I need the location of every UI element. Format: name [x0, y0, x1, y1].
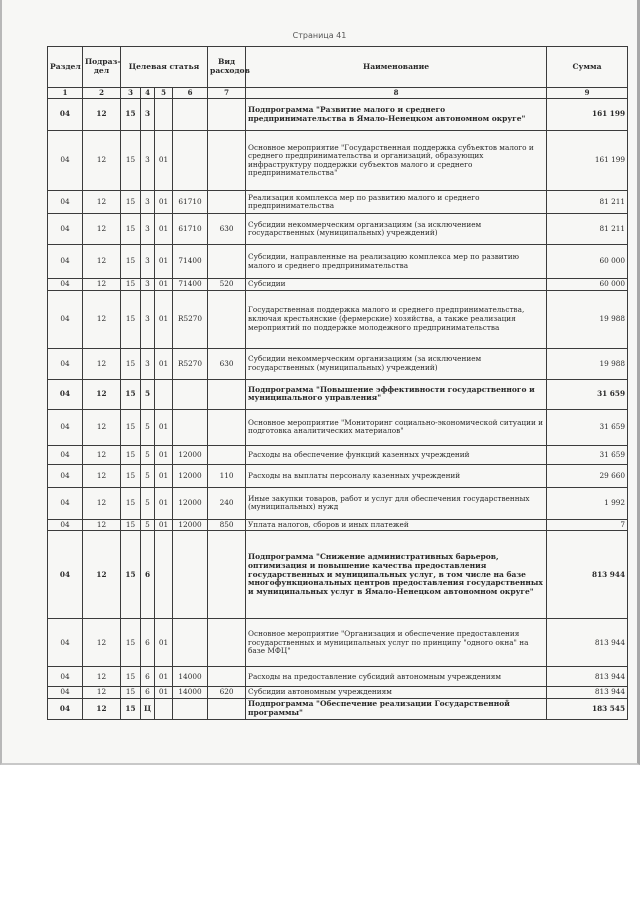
table-header — [48, 47, 628, 99]
cell-vid-rashodov: 240 — [208, 487, 246, 519]
cell-razdel: 04 — [48, 245, 83, 279]
cell-vid-rashodov: 850 — [208, 519, 246, 531]
cell-target-direction: 61710 — [173, 191, 208, 214]
cell-target-direction — [173, 131, 208, 191]
cell-razdel: 04 — [48, 687, 83, 699]
cell-vid-rashodov: 630 — [208, 214, 246, 245]
cell-target-direction: 71400 — [173, 279, 208, 291]
cell-target-event: 01 — [155, 464, 173, 487]
cell-podrazdel: 12 — [83, 191, 121, 214]
table-row — [48, 464, 628, 487]
cell-target-direction — [173, 699, 208, 720]
cell-target-event — [155, 379, 173, 409]
header-naimenovanie: Наименование — [246, 47, 547, 88]
cell-razdel: 04 — [48, 445, 83, 464]
col-number: 6 — [173, 88, 208, 99]
table-row — [48, 279, 628, 291]
cell-summa: 19 988 — [547, 290, 628, 348]
cell-summa: 813 944 — [547, 667, 628, 687]
cell-summa: 183 545 — [547, 699, 628, 720]
header-row — [48, 47, 628, 88]
cell-summa: 29 660 — [547, 464, 628, 487]
table-row — [48, 445, 628, 464]
cell-target-event — [155, 699, 173, 720]
cell-target-program: 15 — [121, 445, 141, 464]
cell-target-event: 01 — [155, 348, 173, 379]
cell-target-direction: R5270 — [173, 290, 208, 348]
header-summa: Сумма — [547, 47, 628, 88]
cell-summa: 31 659 — [547, 409, 628, 445]
cell-naimenovanie: Подпрограмма "Снижение административных барьеров, оптимизация и повышение качества предоставления государственных и муниципальных услуг, в том числе на базе многофункциональных центров предоставления государственных и муниципальных услуг в Ямало-Ненецком автономном округе" — [246, 531, 547, 619]
cell-naimenovanie: Субсидии некоммерческим организациям (за исключением государственных (муниципальных) учреждений) — [246, 214, 547, 245]
table-row — [48, 519, 628, 531]
cell-target-event: 01 — [155, 487, 173, 519]
cell-target-subprogram: 3 — [141, 131, 155, 191]
cell-target-subprogram: Ц — [141, 699, 155, 720]
col-number: 3 — [121, 88, 141, 99]
cell-target-event: 01 — [155, 131, 173, 191]
cell-target-direction: 12000 — [173, 445, 208, 464]
table-row — [48, 619, 628, 667]
table-row — [48, 131, 628, 191]
col-number: 7 — [208, 88, 246, 99]
table-row — [48, 699, 628, 720]
cell-vid-rashodov — [208, 445, 246, 464]
cell-vid-rashodov — [208, 409, 246, 445]
cell-vid-rashodov — [208, 531, 246, 619]
cell-podrazdel: 12 — [83, 464, 121, 487]
cell-target-direction: 61710 — [173, 214, 208, 245]
col-number: 2 — [83, 88, 121, 99]
cell-podrazdel: 12 — [83, 245, 121, 279]
column-number-row — [48, 88, 628, 99]
cell-podrazdel: 12 — [83, 131, 121, 191]
cell-summa: 161 199 — [547, 131, 628, 191]
cell-target-program: 15 — [121, 348, 141, 379]
cell-naimenovanie: Субсидии — [246, 279, 547, 291]
cell-naimenovanie: Подпрограмма "Обеспечение реализации Государственной программы" — [246, 699, 547, 720]
cell-razdel: 04 — [48, 464, 83, 487]
col-number: 9 — [547, 88, 628, 99]
cell-vid-rashodov: 620 — [208, 687, 246, 699]
cell-summa: 60 000 — [547, 279, 628, 291]
cell-podrazdel: 12 — [83, 699, 121, 720]
cell-target-subprogram: 6 — [141, 687, 155, 699]
cell-naimenovanie: Иные закупки товаров, работ и услуг для обеспечения государственных (муниципальных) нужд — [246, 487, 547, 519]
cell-target-program: 15 — [121, 687, 141, 699]
cell-naimenovanie: Расходы на предоставление субсидий автономным учреждениям — [246, 667, 547, 687]
cell-target-subprogram: 3 — [141, 245, 155, 279]
cell-target-subprogram: 5 — [141, 409, 155, 445]
cell-vid-rashodov: 110 — [208, 464, 246, 487]
col-number: 4 — [141, 88, 155, 99]
cell-summa: 60 000 — [547, 245, 628, 279]
cell-target-subprogram: 5 — [141, 487, 155, 519]
cell-summa: 31 659 — [547, 445, 628, 464]
cell-naimenovanie: Расходы на выплаты персоналу казенных учреждений — [246, 464, 547, 487]
table-row — [48, 379, 628, 409]
cell-vid-rashodov: 520 — [208, 279, 246, 291]
cell-naimenovanie: Подпрограмма "Развитие малого и среднего предпринимательства в Ямало-Ненецком автономном округе" — [246, 99, 547, 131]
cell-summa: 813 944 — [547, 531, 628, 619]
cell-podrazdel: 12 — [83, 290, 121, 348]
cell-target-subprogram: 6 — [141, 667, 155, 687]
cell-vid-rashodov — [208, 699, 246, 720]
cell-razdel: 04 — [48, 409, 83, 445]
cell-target-event: 01 — [155, 245, 173, 279]
cell-target-direction: 12000 — [173, 464, 208, 487]
cell-summa: 7 — [547, 519, 628, 531]
header-podrazdel: Подраз-дел — [83, 47, 121, 88]
cell-target-program: 15 — [121, 619, 141, 667]
cell-summa: 31 659 — [547, 379, 628, 409]
cell-podrazdel: 12 — [83, 487, 121, 519]
cell-target-event: 01 — [155, 519, 173, 531]
cell-summa: 813 944 — [547, 687, 628, 699]
cell-target-event: 01 — [155, 191, 173, 214]
cell-target-program: 15 — [121, 379, 141, 409]
cell-razdel: 04 — [48, 519, 83, 531]
table-row — [48, 348, 628, 379]
cell-razdel: 04 — [48, 619, 83, 667]
cell-podrazdel: 12 — [83, 445, 121, 464]
cell-target-direction: 14000 — [173, 687, 208, 699]
cell-target-subprogram: 3 — [141, 214, 155, 245]
cell-vid-rashodov — [208, 99, 246, 131]
cell-target-subprogram: 3 — [141, 279, 155, 291]
cell-naimenovanie: Уплата налогов, сборов и иных платежей — [246, 519, 547, 531]
cell-target-event — [155, 99, 173, 131]
cell-target-program: 15 — [121, 290, 141, 348]
cell-target-subprogram: 3 — [141, 191, 155, 214]
cell-target-program: 15 — [121, 245, 141, 279]
cell-podrazdel: 12 — [83, 531, 121, 619]
table-row — [48, 290, 628, 348]
cell-target-subprogram: 3 — [141, 348, 155, 379]
cell-naimenovanie: Реализация комплекса мер по развитию малого и среднего предпринимательства — [246, 191, 547, 214]
cell-target-direction — [173, 619, 208, 667]
cell-target-program: 15 — [121, 487, 141, 519]
cell-target-subprogram: 5 — [141, 445, 155, 464]
cell-target-program: 15 — [121, 214, 141, 245]
cell-target-direction — [173, 409, 208, 445]
cell-razdel: 04 — [48, 531, 83, 619]
cell-target-subprogram: 3 — [141, 99, 155, 131]
cell-target-program: 15 — [121, 279, 141, 291]
cell-naimenovanie: Субсидии, направленные на реализацию комплекса мер по развитию малого и среднего предпринимательства — [246, 245, 547, 279]
cell-podrazdel: 12 — [83, 279, 121, 291]
cell-razdel: 04 — [48, 348, 83, 379]
cell-target-direction — [173, 379, 208, 409]
cell-target-direction: 12000 — [173, 519, 208, 531]
col-number: 1 — [48, 88, 83, 99]
cell-naimenovanie: Субсидии автономным учреждениям — [246, 687, 547, 699]
header-celevaya-statya: Целевая статья — [121, 47, 208, 88]
cell-vid-rashodov — [208, 667, 246, 687]
cell-target-direction: 71400 — [173, 245, 208, 279]
cell-vid-rashodov: 630 — [208, 348, 246, 379]
cell-podrazdel: 12 — [83, 519, 121, 531]
cell-razdel: 04 — [48, 379, 83, 409]
cell-naimenovanie: Государственная поддержка малого и среднего предпринимательства, включая крестьянские (фермерские) хозяйства, а также реализация мероприятий по поддержке молодежного предпринимательства — [246, 290, 547, 348]
cell-target-subprogram: 5 — [141, 519, 155, 531]
cell-podrazdel: 12 — [83, 214, 121, 245]
header-vid-rashodov: Вид расходов — [208, 47, 246, 88]
cell-summa: 19 988 — [547, 348, 628, 379]
cell-vid-rashodov — [208, 131, 246, 191]
cell-target-program: 15 — [121, 191, 141, 214]
cell-razdel: 04 — [48, 99, 83, 131]
cell-target-direction — [173, 531, 208, 619]
cell-summa: 813 944 — [547, 619, 628, 667]
table-row — [48, 487, 628, 519]
table-row — [48, 409, 628, 445]
cell-razdel: 04 — [48, 487, 83, 519]
cell-target-event — [155, 531, 173, 619]
table-body — [48, 99, 628, 720]
table-row — [48, 191, 628, 214]
cell-summa: 81 211 — [547, 214, 628, 245]
cell-target-subprogram: 6 — [141, 619, 155, 667]
col-number: 8 — [246, 88, 547, 99]
cell-podrazdel: 12 — [83, 409, 121, 445]
cell-razdel: 04 — [48, 699, 83, 720]
cell-target-subprogram: 3 — [141, 290, 155, 348]
cell-razdel: 04 — [48, 131, 83, 191]
cell-razdel: 04 — [48, 191, 83, 214]
cell-target-program: 15 — [121, 131, 141, 191]
cell-target-event: 01 — [155, 687, 173, 699]
cell-target-program: 15 — [121, 464, 141, 487]
table-row — [48, 667, 628, 687]
col-number: 5 — [155, 88, 173, 99]
cell-vid-rashodov — [208, 619, 246, 667]
cell-target-subprogram: 6 — [141, 531, 155, 619]
cell-target-program: 15 — [121, 531, 141, 619]
cell-vid-rashodov — [208, 191, 246, 214]
table-row — [48, 245, 628, 279]
budget-table — [47, 46, 628, 720]
cell-razdel: 04 — [48, 290, 83, 348]
cell-target-program: 15 — [121, 99, 141, 131]
cell-target-program: 15 — [121, 519, 141, 531]
cell-razdel: 04 — [48, 279, 83, 291]
cell-naimenovanie: Основное мероприятие "Мониторинг социально-экономической ситуации и подготовка аналитических материалов" — [246, 409, 547, 445]
cell-target-direction: 14000 — [173, 667, 208, 687]
cell-target-event: 01 — [155, 619, 173, 667]
cell-summa: 161 199 — [547, 99, 628, 131]
cell-podrazdel: 12 — [83, 667, 121, 687]
cell-naimenovanie: Подпрограмма "Повышение эффективности государственного и муниципального управления" — [246, 379, 547, 409]
cell-podrazdel: 12 — [83, 348, 121, 379]
table-row — [48, 531, 628, 619]
cell-podrazdel: 12 — [83, 687, 121, 699]
cell-target-direction: 12000 — [173, 487, 208, 519]
cell-naimenovanie: Субсидии некоммерческим организациям (за исключением государственных (муниципальных) учреждений) — [246, 348, 547, 379]
cell-target-program: 15 — [121, 409, 141, 445]
cell-naimenovanie: Основное мероприятие "Государственная поддержка субъектов малого и среднего предпринимательства и организаций, образующих инфраструктуру поддержки субъектов малого и среднего предпринимательства" — [246, 131, 547, 191]
cell-target-subprogram: 5 — [141, 464, 155, 487]
cell-target-program: 15 — [121, 699, 141, 720]
header-razdel: Раздел — [48, 47, 83, 88]
table-row — [48, 214, 628, 245]
cell-target-event: 01 — [155, 290, 173, 348]
cell-summa: 1 992 — [547, 487, 628, 519]
cell-target-program: 15 — [121, 667, 141, 687]
cell-target-direction: R5270 — [173, 348, 208, 379]
cell-podrazdel: 12 — [83, 619, 121, 667]
table-row — [48, 99, 628, 131]
cell-naimenovanie: Основное мероприятие "Организация и обеспечение предоставления государственных и муниципальных услуг по принципу "одного окна" на базе МФЦ" — [246, 619, 547, 667]
cell-summa: 81 211 — [547, 191, 628, 214]
cell-target-event: 01 — [155, 279, 173, 291]
page-number-label: Страница 41 — [292, 31, 347, 40]
cell-vid-rashodov — [208, 379, 246, 409]
cell-razdel: 04 — [48, 667, 83, 687]
table-row — [48, 687, 628, 699]
cell-podrazdel: 12 — [83, 99, 121, 131]
cell-target-direction — [173, 99, 208, 131]
cell-vid-rashodov — [208, 290, 246, 348]
cell-target-event: 01 — [155, 445, 173, 464]
cell-vid-rashodov — [208, 245, 246, 279]
cell-target-event: 01 — [155, 667, 173, 687]
cell-podrazdel: 12 — [83, 379, 121, 409]
cell-target-event: 01 — [155, 409, 173, 445]
cell-naimenovanie: Расходы на обеспечение функций казенных учреждений — [246, 445, 547, 464]
cell-target-subprogram: 5 — [141, 379, 155, 409]
cell-razdel: 04 — [48, 214, 83, 245]
cell-target-event: 01 — [155, 214, 173, 245]
